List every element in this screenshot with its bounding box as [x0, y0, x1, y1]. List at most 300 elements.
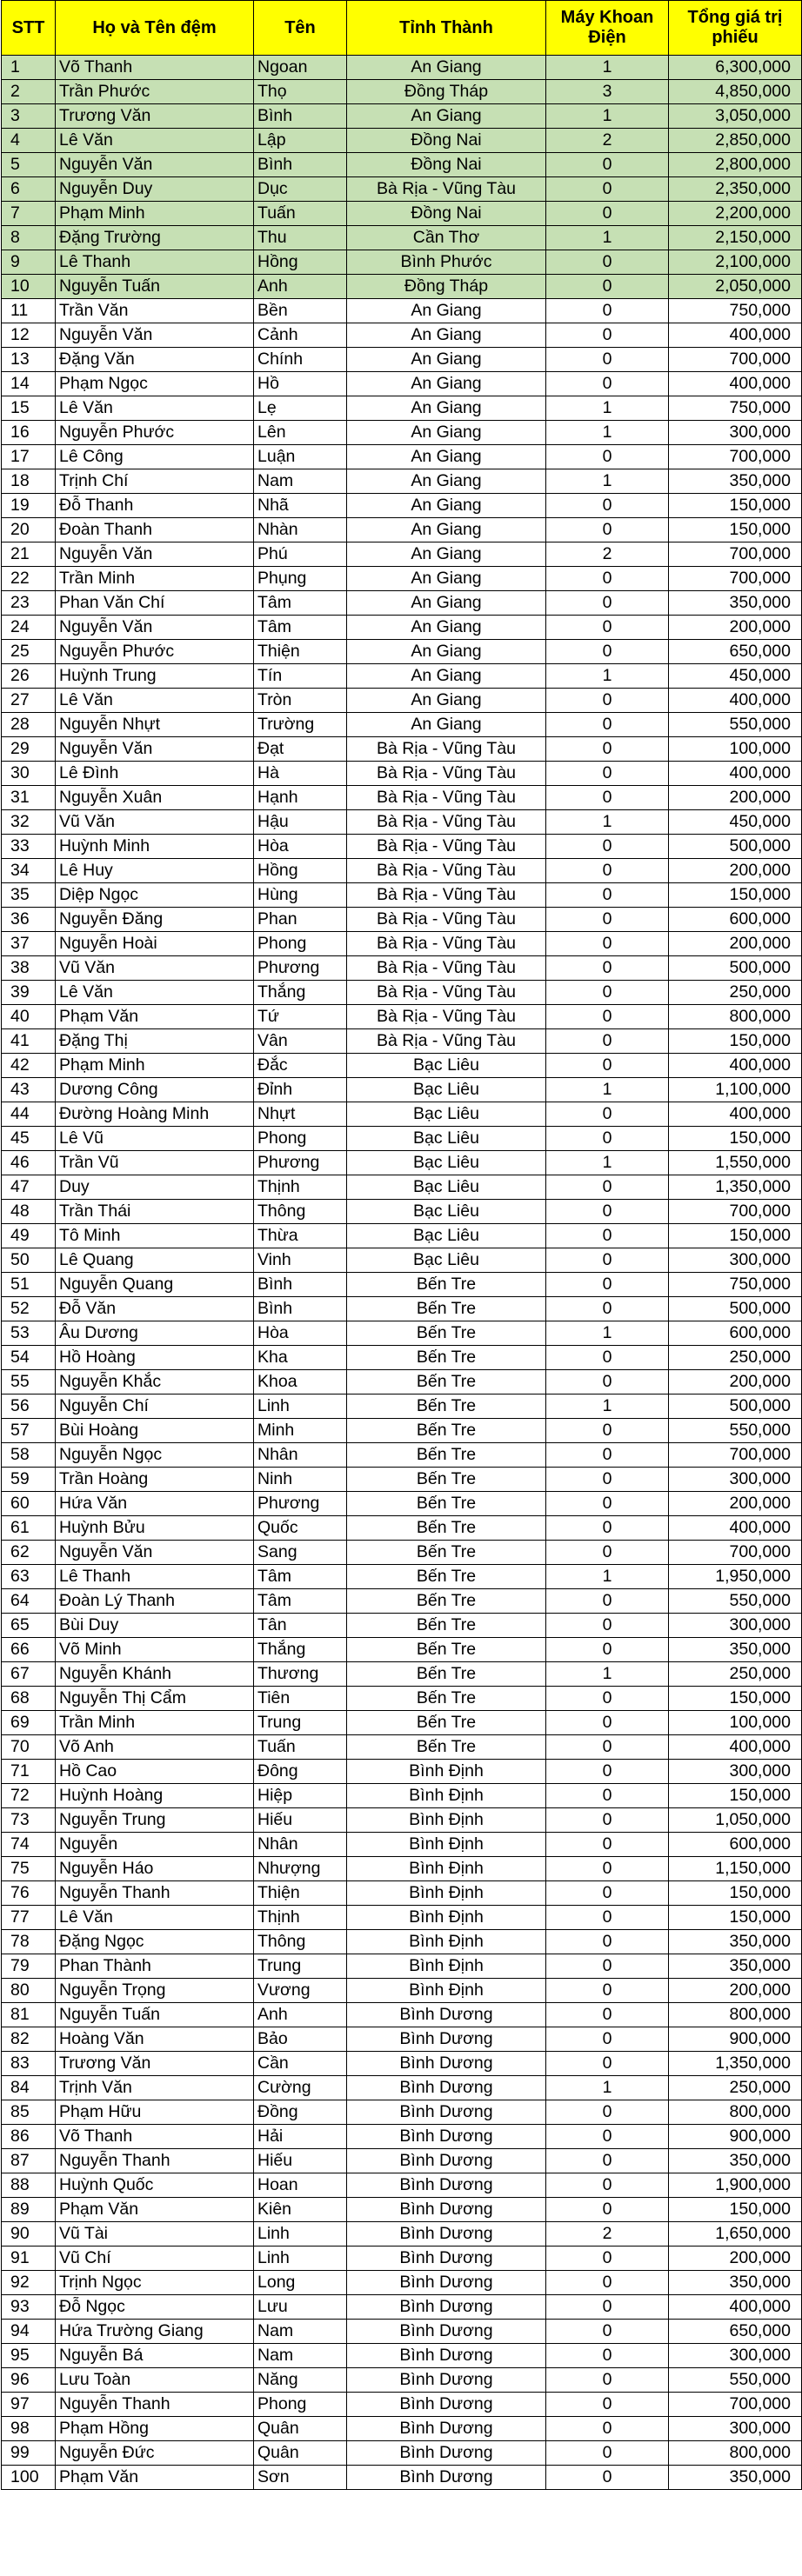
cell-ho-ten-dem: Nguyễn Hoài	[56, 932, 254, 956]
cell-tong-gia-tri: 1,100,000	[669, 1078, 802, 1102]
cell-tong-gia-tri: 100,000	[669, 1711, 802, 1735]
cell-tinh-thanh: Bình Dương	[347, 2320, 546, 2344]
cell-tinh-thanh: Đồng Tháp	[347, 275, 546, 299]
cell-tong-gia-tri: 750,000	[669, 299, 802, 323]
cell-ho-ten-dem: Trần Hoàng	[56, 1468, 254, 1492]
table-row	[2, 1930, 802, 1954]
cell-stt: 84	[2, 2076, 56, 2100]
cell-tinh-thanh: Bà Rịa - Vũng Tàu	[347, 835, 546, 859]
cell-ten: Bình	[254, 104, 347, 129]
cell-tinh-thanh: Bà Rịa - Vũng Tàu	[347, 956, 546, 981]
cell-ten: Hòa	[254, 1321, 347, 1346]
cell-ho-ten-dem: Nguyễn Văn	[56, 1541, 254, 1565]
cell-stt: 75	[2, 1857, 56, 1881]
cell-tong-gia-tri: 700,000	[669, 1443, 802, 1468]
cell-may-khoan: 0	[546, 2173, 669, 2198]
cell-ten: Hải	[254, 2125, 347, 2149]
table-row	[2, 518, 802, 542]
cell-tong-gia-tri: 200,000	[669, 859, 802, 883]
cell-stt: 89	[2, 2198, 56, 2222]
cell-stt: 3	[2, 104, 56, 129]
cell-tong-gia-tri: 700,000	[669, 1200, 802, 1224]
cell-tong-gia-tri: 350,000	[669, 2271, 802, 2295]
cell-tong-gia-tri: 2,150,000	[669, 226, 802, 250]
cell-may-khoan: 0	[546, 1516, 669, 1541]
cell-may-khoan: 0	[546, 616, 669, 640]
cell-stt: 7	[2, 202, 56, 226]
cell-may-khoan: 0	[546, 1687, 669, 1711]
cell-ho-ten-dem: Phạm Minh	[56, 202, 254, 226]
cell-ten: Năng	[254, 2368, 347, 2393]
cell-may-khoan: 0	[546, 567, 669, 591]
cell-ho-ten-dem: Hoàng Văn	[56, 2027, 254, 2052]
cell-tong-gia-tri: 500,000	[669, 1297, 802, 1321]
cell-ho-ten-dem: Trần Văn	[56, 299, 254, 323]
cell-ten: Đạt	[254, 737, 347, 762]
cell-ten: Dục	[254, 177, 347, 202]
cell-tong-gia-tri: 150,000	[669, 1881, 802, 1906]
cell-may-khoan: 0	[546, 956, 669, 981]
cell-tong-gia-tri: 1,150,000	[669, 1857, 802, 1881]
cell-ho-ten-dem: Trịnh Văn	[56, 2076, 254, 2100]
cell-ten: Lập	[254, 129, 347, 153]
cell-tinh-thanh: Bến Tre	[347, 1419, 546, 1443]
cell-may-khoan: 0	[546, 202, 669, 226]
cell-tinh-thanh: Bà Rịa - Vũng Tàu	[347, 883, 546, 908]
table-row	[2, 1224, 802, 1248]
cell-tong-gia-tri: 200,000	[669, 1979, 802, 2003]
cell-tinh-thanh: Bình Định	[347, 1833, 546, 1857]
cell-ho-ten-dem: Nguyễn Thanh	[56, 2393, 254, 2417]
cell-tong-gia-tri: 650,000	[669, 640, 802, 664]
cell-may-khoan: 0	[546, 981, 669, 1005]
cell-may-khoan: 0	[546, 1224, 669, 1248]
cell-tong-gia-tri: 1,950,000	[669, 1565, 802, 1589]
cell-ten: Thắng	[254, 981, 347, 1005]
table-row	[2, 469, 802, 494]
cell-ho-ten-dem: Vũ Văn	[56, 810, 254, 835]
cell-stt: 14	[2, 372, 56, 396]
cell-ten: Tứ	[254, 1005, 347, 1029]
cell-ten: Trường	[254, 713, 347, 737]
table-row	[2, 202, 802, 226]
cell-may-khoan: 0	[546, 2441, 669, 2466]
cell-tong-gia-tri: 150,000	[669, 518, 802, 542]
cell-ten: Hồng	[254, 859, 347, 883]
cell-tong-gia-tri: 400,000	[669, 1516, 802, 1541]
cell-ten: Phương	[254, 1492, 347, 1516]
cell-may-khoan: 0	[546, 2344, 669, 2368]
cell-may-khoan: 0	[546, 2100, 669, 2125]
cell-may-khoan: 1	[546, 1662, 669, 1687]
table-row	[2, 2320, 802, 2344]
cell-tinh-thanh: Bến Tre	[347, 1468, 546, 1492]
cell-ten: Tâm	[254, 1565, 347, 1589]
cell-ho-ten-dem: Nguyễn Trọng	[56, 1979, 254, 2003]
cell-stt: 11	[2, 299, 56, 323]
cell-stt: 98	[2, 2417, 56, 2441]
cell-ten: Hậu	[254, 810, 347, 835]
table-row	[2, 1175, 802, 1200]
cell-tinh-thanh: An Giang	[347, 616, 546, 640]
cell-tinh-thanh: An Giang	[347, 542, 546, 567]
cell-ho-ten-dem: Lê Văn	[56, 1906, 254, 1930]
cell-stt: 15	[2, 396, 56, 421]
cell-may-khoan: 0	[546, 1029, 669, 1054]
cell-stt: 72	[2, 1784, 56, 1808]
cell-ten: Nhựt	[254, 1102, 347, 1127]
cell-tong-gia-tri: 400,000	[669, 1735, 802, 1760]
cell-ho-ten-dem: Đặng Trường	[56, 226, 254, 250]
cell-tinh-thanh: Bà Rịa - Vũng Tàu	[347, 786, 546, 810]
table-row	[2, 1346, 802, 1370]
cell-stt: 85	[2, 2100, 56, 2125]
cell-ten: Thiện	[254, 1881, 347, 1906]
cell-tinh-thanh: Bến Tre	[347, 1711, 546, 1735]
header-row	[2, 1, 802, 56]
cell-ten: Linh	[254, 1395, 347, 1419]
cell-stt: 73	[2, 1808, 56, 1833]
table-body	[2, 56, 802, 2490]
cell-ho-ten-dem: Nguyễn Văn	[56, 737, 254, 762]
cell-may-khoan: 1	[546, 56, 669, 80]
cell-stt: 44	[2, 1102, 56, 1127]
cell-ten: Quân	[254, 2441, 347, 2466]
cell-may-khoan: 3	[546, 80, 669, 104]
cell-tong-gia-tri: 1,350,000	[669, 1175, 802, 1200]
cell-stt: 52	[2, 1297, 56, 1321]
table-row	[2, 226, 802, 250]
cell-tinh-thanh: Bến Tre	[347, 1370, 546, 1395]
cell-tinh-thanh: Bình Dương	[347, 2076, 546, 2100]
table-row	[2, 2247, 802, 2271]
cell-stt: 55	[2, 1370, 56, 1395]
cell-stt: 65	[2, 1614, 56, 1638]
cell-stt: 57	[2, 1419, 56, 1443]
cell-may-khoan: 0	[546, 275, 669, 299]
cell-may-khoan: 0	[546, 1054, 669, 1078]
cell-ho-ten-dem: Nguyễn	[56, 1833, 254, 1857]
cell-ho-ten-dem: Nguyễn Thị Cẩm	[56, 1687, 254, 1711]
table-row	[2, 56, 802, 80]
cell-tinh-thanh: An Giang	[347, 469, 546, 494]
cell-ho-ten-dem: Nguyễn Thanh	[56, 1881, 254, 1906]
cell-tinh-thanh: Bình Dương	[347, 2222, 546, 2247]
cell-tinh-thanh: Bà Rịa - Vũng Tàu	[347, 177, 546, 202]
table-row	[2, 2271, 802, 2295]
cell-ho-ten-dem: Lê Quang	[56, 1248, 254, 1273]
cell-ho-ten-dem: Trịnh Ngọc	[56, 2271, 254, 2295]
cell-may-khoan: 0	[546, 1735, 669, 1760]
cell-tong-gia-tri: 1,050,000	[669, 1808, 802, 1833]
cell-ten: Hòa	[254, 835, 347, 859]
cell-stt: 22	[2, 567, 56, 591]
cell-stt: 16	[2, 421, 56, 445]
cell-stt: 42	[2, 1054, 56, 1078]
cell-tong-gia-tri: 150,000	[669, 2198, 802, 2222]
cell-tinh-thanh: Bến Tre	[347, 1638, 546, 1662]
cell-stt: 64	[2, 1589, 56, 1614]
cell-tong-gia-tri: 600,000	[669, 1321, 802, 1346]
table-row	[2, 2417, 802, 2441]
cell-may-khoan: 0	[546, 323, 669, 348]
cell-tong-gia-tri: 150,000	[669, 1687, 802, 1711]
cell-stt: 40	[2, 1005, 56, 1029]
cell-tong-gia-tri: 350,000	[669, 591, 802, 616]
cell-tong-gia-tri: 250,000	[669, 1662, 802, 1687]
cell-tong-gia-tri: 450,000	[669, 664, 802, 689]
cell-ho-ten-dem: Nguyễn Nhựt	[56, 713, 254, 737]
header-tong-gia-tri: Tổng giá trị phiếu	[669, 1, 802, 56]
cell-tong-gia-tri: 150,000	[669, 1029, 802, 1054]
cell-tong-gia-tri: 300,000	[669, 2344, 802, 2368]
table-row	[2, 664, 802, 689]
cell-ho-ten-dem: Vũ Tài	[56, 2222, 254, 2247]
cell-ten: Nhượng	[254, 1857, 347, 1881]
cell-may-khoan: 1	[546, 1321, 669, 1346]
table-row	[2, 2393, 802, 2417]
cell-stt: 10	[2, 275, 56, 299]
cell-tinh-thanh: Bà Rịa - Vũng Tàu	[347, 762, 546, 786]
cell-ten: Minh	[254, 1419, 347, 1443]
cell-stt: 33	[2, 835, 56, 859]
cell-stt: 56	[2, 1395, 56, 1419]
cell-may-khoan: 0	[546, 1248, 669, 1273]
table-row	[2, 908, 802, 932]
cell-may-khoan: 0	[546, 1200, 669, 1224]
table-row	[2, 737, 802, 762]
cell-ho-ten-dem: Trịnh Chí	[56, 469, 254, 494]
cell-stt: 27	[2, 689, 56, 713]
cell-stt: 28	[2, 713, 56, 737]
table-row	[2, 616, 802, 640]
cell-tong-gia-tri: 150,000	[669, 1906, 802, 1930]
cell-ten: Quốc	[254, 1516, 347, 1541]
cell-tong-gia-tri: 700,000	[669, 348, 802, 372]
cell-tong-gia-tri: 2,800,000	[669, 153, 802, 177]
header-ten: Tên	[254, 1, 347, 56]
cell-ho-ten-dem: Trương Văn	[56, 104, 254, 129]
cell-tinh-thanh: Bà Rịa - Vũng Tàu	[347, 737, 546, 762]
table-row	[2, 2173, 802, 2198]
cell-ten: Kiên	[254, 2198, 347, 2222]
cell-tinh-thanh: Bạc Liêu	[347, 1078, 546, 1102]
cell-tong-gia-tri: 350,000	[669, 1954, 802, 1979]
cell-ho-ten-dem: Nguyễn Văn	[56, 616, 254, 640]
cell-stt: 82	[2, 2027, 56, 2052]
cell-ten: Ngoan	[254, 56, 347, 80]
cell-stt: 63	[2, 1565, 56, 1589]
cell-may-khoan: 2	[546, 542, 669, 567]
table-row	[2, 542, 802, 567]
cell-stt: 71	[2, 1760, 56, 1784]
cell-may-khoan: 0	[546, 2003, 669, 2027]
table-row	[2, 835, 802, 859]
cell-ho-ten-dem: Huỳnh Hoàng	[56, 1784, 254, 1808]
cell-tong-gia-tri: 400,000	[669, 372, 802, 396]
table-row	[2, 1127, 802, 1151]
cell-ho-ten-dem: Đoàn Lý Thanh	[56, 1589, 254, 1614]
cell-may-khoan: 0	[546, 1760, 669, 1784]
cell-tinh-thanh: Bình Định	[347, 1906, 546, 1930]
cell-tinh-thanh: Bến Tre	[347, 1565, 546, 1589]
cell-ho-ten-dem: Lê Công	[56, 445, 254, 469]
cell-tong-gia-tri: 400,000	[669, 1102, 802, 1127]
cell-tong-gia-tri: 350,000	[669, 1638, 802, 1662]
cell-ten: Bình	[254, 1273, 347, 1297]
cell-tong-gia-tri: 200,000	[669, 1492, 802, 1516]
cell-stt: 50	[2, 1248, 56, 1273]
cell-tinh-thanh: Bà Rịa - Vũng Tàu	[347, 859, 546, 883]
cell-ho-ten-dem: Trương Văn	[56, 2052, 254, 2076]
cell-stt: 38	[2, 956, 56, 981]
cell-tong-gia-tri: 800,000	[669, 2441, 802, 2466]
cell-may-khoan: 0	[546, 689, 669, 713]
cell-ho-ten-dem: Võ Anh	[56, 1735, 254, 1760]
cell-may-khoan: 0	[546, 2417, 669, 2441]
cell-ten: Cường	[254, 2076, 347, 2100]
cell-tinh-thanh: An Giang	[347, 56, 546, 80]
cell-may-khoan: 0	[546, 908, 669, 932]
cell-may-khoan: 1	[546, 664, 669, 689]
cell-stt: 36	[2, 908, 56, 932]
cell-tong-gia-tri: 1,900,000	[669, 2173, 802, 2198]
cell-tong-gia-tri: 2,050,000	[669, 275, 802, 299]
cell-may-khoan: 0	[546, 1711, 669, 1735]
table-row	[2, 1248, 802, 1273]
cell-ho-ten-dem: Nguyễn Duy	[56, 177, 254, 202]
cell-tong-gia-tri: 300,000	[669, 1248, 802, 1273]
cell-ten: Tâm	[254, 1589, 347, 1614]
cell-tong-gia-tri: 650,000	[669, 2320, 802, 2344]
cell-ten: Hiệp	[254, 1784, 347, 1808]
cell-may-khoan: 0	[546, 1589, 669, 1614]
cell-tinh-thanh: Bình Dương	[347, 2027, 546, 2052]
table-row	[2, 80, 802, 104]
cell-may-khoan: 0	[546, 2247, 669, 2271]
cell-may-khoan: 1	[546, 104, 669, 129]
cell-ho-ten-dem: Nguyễn Quang	[56, 1273, 254, 1297]
table-row	[2, 1370, 802, 1395]
table-row	[2, 2222, 802, 2247]
cell-ho-ten-dem: Phạm Hữu	[56, 2100, 254, 2125]
cell-tinh-thanh: Bạc Liêu	[347, 1175, 546, 1200]
cell-ten: Thịnh	[254, 1906, 347, 1930]
cell-ho-ten-dem: Đường Hoàng Minh	[56, 1102, 254, 1127]
cell-tinh-thanh: Bình Dương	[347, 2368, 546, 2393]
cell-ten: Luận	[254, 445, 347, 469]
cell-tong-gia-tri: 3,050,000	[669, 104, 802, 129]
cell-ho-ten-dem: Trần Thái	[56, 1200, 254, 1224]
cell-tinh-thanh: Bến Tre	[347, 1662, 546, 1687]
table-row	[2, 713, 802, 737]
cell-tinh-thanh: Bến Tre	[347, 1735, 546, 1760]
cell-may-khoan: 0	[546, 883, 669, 908]
cell-tinh-thanh: Đồng Tháp	[347, 80, 546, 104]
cell-ten: Trung	[254, 1954, 347, 1979]
cell-ho-ten-dem: Vũ Văn	[56, 956, 254, 981]
table-row	[2, 1054, 802, 1078]
cell-tinh-thanh: Bến Tre	[347, 1492, 546, 1516]
cell-stt: 53	[2, 1321, 56, 1346]
table-row	[2, 1321, 802, 1346]
cell-ten: Nhân	[254, 1833, 347, 1857]
cell-tinh-thanh: Bạc Liêu	[347, 1127, 546, 1151]
table-row	[2, 859, 802, 883]
cell-may-khoan: 0	[546, 1443, 669, 1468]
table-row	[2, 1808, 802, 1833]
cell-tinh-thanh: Bến Tre	[347, 1589, 546, 1614]
table-row	[2, 494, 802, 518]
cell-tong-gia-tri: 400,000	[669, 323, 802, 348]
cell-ten: Nhàn	[254, 518, 347, 542]
cell-tinh-thanh: Bến Tre	[347, 1297, 546, 1321]
cell-stt: 41	[2, 1029, 56, 1054]
cell-tinh-thanh: Bình Định	[347, 1760, 546, 1784]
cell-ho-ten-dem: Nguyễn Tuấn	[56, 2003, 254, 2027]
cell-tinh-thanh: Bình Dương	[347, 2149, 546, 2173]
cell-tinh-thanh: Bình Phước	[347, 250, 546, 275]
cell-tinh-thanh: An Giang	[347, 421, 546, 445]
cell-stt: 26	[2, 664, 56, 689]
cell-stt: 80	[2, 1979, 56, 2003]
cell-ten: Thịnh	[254, 1175, 347, 1200]
table-row	[2, 1297, 802, 1321]
cell-ten: Lẹ	[254, 396, 347, 421]
cell-stt: 35	[2, 883, 56, 908]
cell-ten: Cảnh	[254, 323, 347, 348]
cell-ho-ten-dem: Nguyễn Văn	[56, 153, 254, 177]
cell-tinh-thanh: Bà Rịa - Vũng Tàu	[347, 932, 546, 956]
cell-stt: 93	[2, 2295, 56, 2320]
cell-ten: Cần	[254, 2052, 347, 2076]
table-row	[2, 689, 802, 713]
table-row	[2, 2100, 802, 2125]
cell-ten: Quân	[254, 2417, 347, 2441]
cell-ho-ten-dem: Nguyễn Thanh	[56, 2149, 254, 2173]
cell-tong-gia-tri: 150,000	[669, 883, 802, 908]
cell-stt: 62	[2, 1541, 56, 1565]
header-may-khoan-dien: Máy Khoan Điện	[546, 1, 669, 56]
cell-ten: Ninh	[254, 1468, 347, 1492]
cell-ten: Đông	[254, 1760, 347, 1784]
cell-tong-gia-tri: 350,000	[669, 2466, 802, 2490]
cell-ten: Tâm	[254, 591, 347, 616]
table-row	[2, 762, 802, 786]
cell-ho-ten-dem: Phạm Minh	[56, 1054, 254, 1078]
cell-tinh-thanh: Bình Định	[347, 1930, 546, 1954]
cell-tong-gia-tri: 200,000	[669, 1370, 802, 1395]
cell-stt: 49	[2, 1224, 56, 1248]
cell-tong-gia-tri: 1,650,000	[669, 2222, 802, 2247]
cell-tong-gia-tri: 450,000	[669, 810, 802, 835]
table-row	[2, 1102, 802, 1127]
cell-stt: 47	[2, 1175, 56, 1200]
cell-ho-ten-dem: Nguyễn Đăng	[56, 908, 254, 932]
cell-stt: 32	[2, 810, 56, 835]
cell-may-khoan: 0	[546, 2149, 669, 2173]
cell-tinh-thanh: Bến Tre	[347, 1321, 546, 1346]
cell-may-khoan: 1	[546, 1078, 669, 1102]
table-row	[2, 1516, 802, 1541]
cell-may-khoan: 0	[546, 1881, 669, 1906]
cell-may-khoan: 0	[546, 2393, 669, 2417]
cell-tinh-thanh: An Giang	[347, 567, 546, 591]
table-row	[2, 981, 802, 1005]
cell-ten: Sơn	[254, 2466, 347, 2490]
cell-tinh-thanh: An Giang	[347, 591, 546, 616]
cell-tong-gia-tri: 550,000	[669, 1589, 802, 1614]
